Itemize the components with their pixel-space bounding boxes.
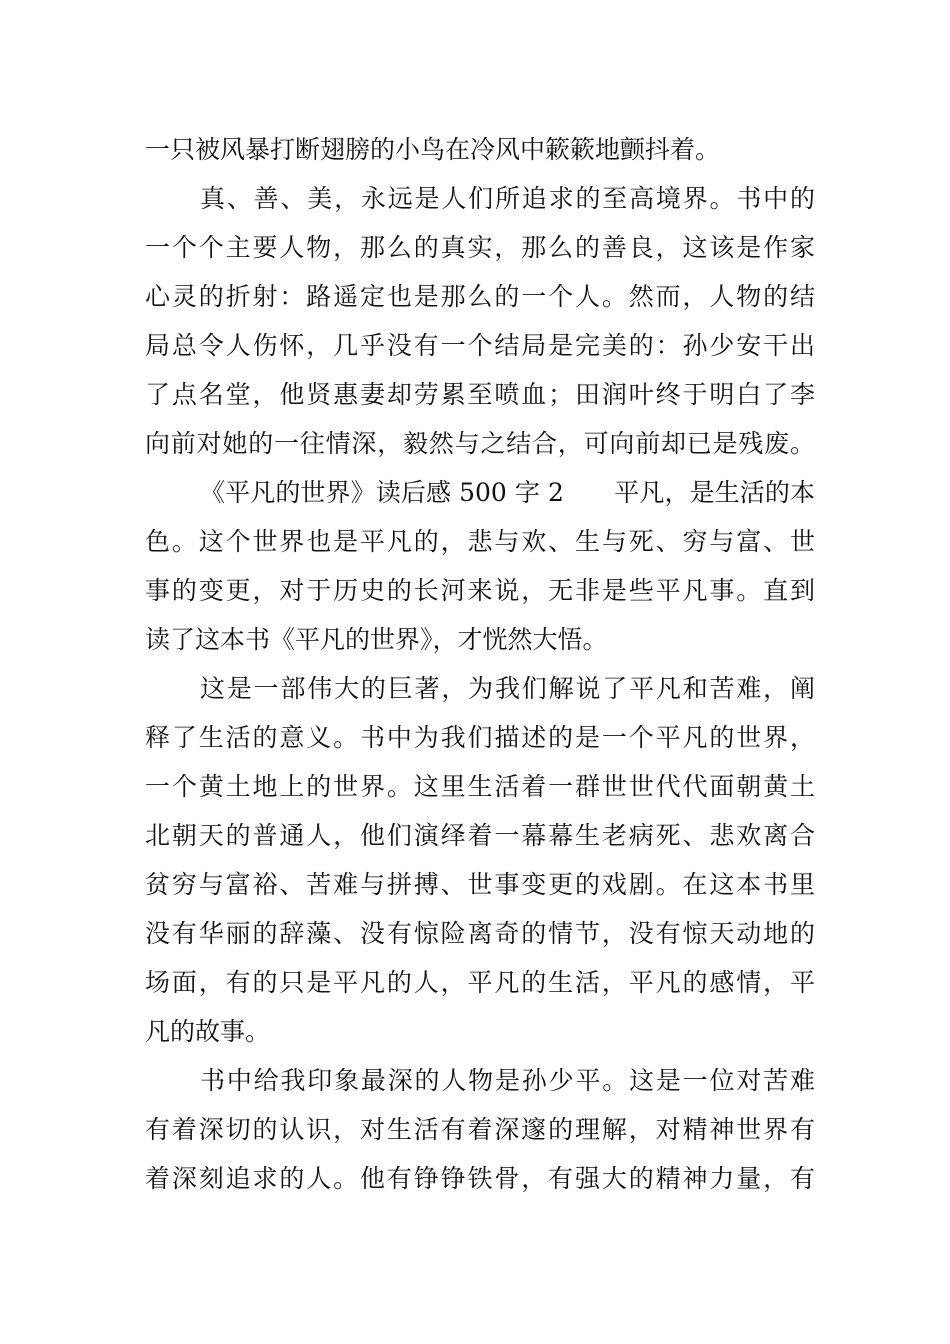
text-line: 北朝天的普通人，他们演绎着一幕幕生老病死、悲欢离合	[145, 821, 815, 850]
text-line: 色。这个世界也是平凡的，悲与欢、生与死、穷与富、世	[145, 527, 815, 556]
text-line: 局总令人伤怀，几乎没有一个结局是完美的：孙少安干出	[145, 331, 815, 360]
paragraph-first-line: 书中给我印象最深的人物是孙少平。这是一位对苦难	[200, 1066, 815, 1095]
text-line: 着深刻追求的人。他有铮铮铁骨，有强大的精神力量，有	[145, 1164, 815, 1193]
text-line: 释了生活的意义。书中为我们描述的是一个平凡的世界，	[145, 723, 815, 752]
text-line: 了点名堂，他贤惠妻却劳累至喷血；田润叶终于明白了李	[145, 380, 815, 409]
text-line: 一只被风暴打断翅膀的小鸟在冷风中簌簌地颤抖着。	[145, 135, 721, 164]
paragraph-first-line: 真、善、美，永远是人们所追求的至高境界。书中的	[200, 184, 815, 213]
text-line: 事的变更，对于历史的长河来说，无非是些平凡事。直到	[145, 576, 815, 605]
text-line: 有着深切的认识，对生活有着深邃的理解，对精神世界有	[145, 1115, 815, 1144]
text-line: 贫穷与富裕、苦难与拼搏、世事变更的戏剧。在这本书里	[145, 870, 815, 899]
text-line: 凡的故事。	[145, 1017, 271, 1046]
paragraph-first-line: 这是一部伟大的巨著，为我们解说了平凡和苦难，阐	[200, 674, 815, 703]
text-line: 场面，有的只是平凡的人，平凡的生活，平凡的感情，平	[145, 968, 815, 997]
text-line: 没有华丽的辞藻、没有惊险离奇的情节，没有惊天动地的	[145, 919, 815, 948]
text-line: 一个个主要人物，那么的真实，那么的善良，这该是作家	[145, 233, 815, 262]
text-line: 心灵的折射：路遥定也是那么的一个人。然而，人物的结	[145, 282, 815, 311]
text-line: 向前对她的一往情深，毅然与之结合，可向前却已是残废。	[145, 429, 815, 458]
section-heading-line: 《平凡的世界》读后感 500 字 2 平凡，是生活的本	[200, 478, 815, 507]
text-line: 一个黄土地上的世界。这里生活着一群世世代代面朝黄土	[145, 772, 815, 801]
text-line: 读了这本书《平凡的世界》，才恍然大悟。	[145, 625, 608, 654]
